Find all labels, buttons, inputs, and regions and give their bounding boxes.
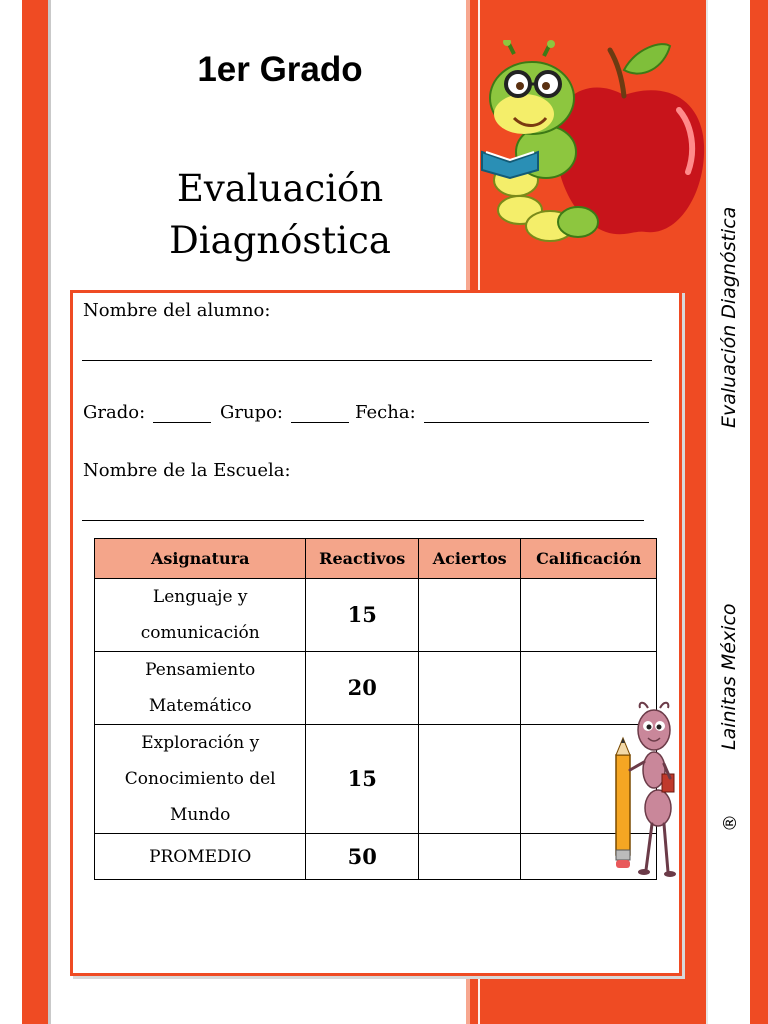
average-label-cell: PROMEDIO (95, 834, 306, 880)
date-label: Fecha: (355, 402, 416, 423)
header-items: Reactivos (306, 539, 419, 579)
subject-line: Mundo (170, 805, 231, 825)
subject-cell (95, 652, 306, 725)
school-name-field[interactable] (82, 520, 644, 521)
correct-cell[interactable] (418, 725, 521, 834)
group-label: Grupo: (220, 402, 283, 423)
registered-mark: ® (720, 814, 741, 832)
correct-cell[interactable] (418, 834, 521, 880)
correct-cell[interactable] (418, 579, 521, 652)
table-row (95, 652, 657, 725)
subject-line: Matemático (148, 696, 252, 716)
grade-field[interactable] (153, 422, 211, 423)
ant-pencil-illustration (608, 700, 688, 885)
items-cell: 15 (306, 725, 419, 834)
school-name-label: Nombre de la Escuela: (83, 460, 291, 481)
table-header-row (95, 539, 657, 579)
subject-cell (95, 725, 306, 834)
subject-line: Lenguaje y (152, 587, 248, 607)
subject-line: comunicación (140, 623, 260, 643)
left-border-stripe (22, 0, 48, 1024)
header-grade: Calificación (521, 539, 657, 579)
items-cell: 15 (306, 579, 419, 652)
left-border-shadow (48, 0, 51, 1024)
student-name-field[interactable] (82, 360, 652, 361)
evaluation-title-line2: Diagnóstica (169, 219, 391, 262)
correct-cell[interactable] (418, 652, 521, 725)
items-cell: 20 (306, 652, 419, 725)
table-row (95, 834, 657, 880)
subject-line: Conocimiento del (124, 769, 276, 789)
subject-cell (95, 579, 306, 652)
brand-name: Lainitas México (718, 603, 740, 750)
vertical-title: Evaluación Diagnóstica (718, 206, 740, 428)
subject-line: Pensamiento (145, 660, 256, 680)
header-correct: Aciertos (418, 539, 521, 579)
table-row (95, 725, 657, 834)
items-total-cell: 50 (306, 834, 419, 880)
grade-label: Grado: (83, 402, 146, 423)
subject-line: Exploración y (141, 733, 260, 753)
group-field[interactable] (291, 422, 349, 423)
evaluation-title-line1: Evaluación (176, 167, 384, 210)
right-text-strip (706, 0, 750, 1024)
grade-title: 1er Grado (197, 50, 363, 89)
right-border-stripe (750, 0, 768, 1024)
evaluation-title (120, 163, 440, 267)
right-strip-border (706, 0, 708, 1024)
student-name-label: Nombre del alumno: (83, 300, 271, 321)
subjects-table (94, 538, 657, 880)
table-row (95, 579, 657, 652)
header-subject: Asignatura (95, 539, 306, 579)
date-field[interactable] (424, 422, 649, 423)
worm-apple-illustration (474, 40, 706, 250)
grade-cell[interactable] (521, 579, 657, 652)
